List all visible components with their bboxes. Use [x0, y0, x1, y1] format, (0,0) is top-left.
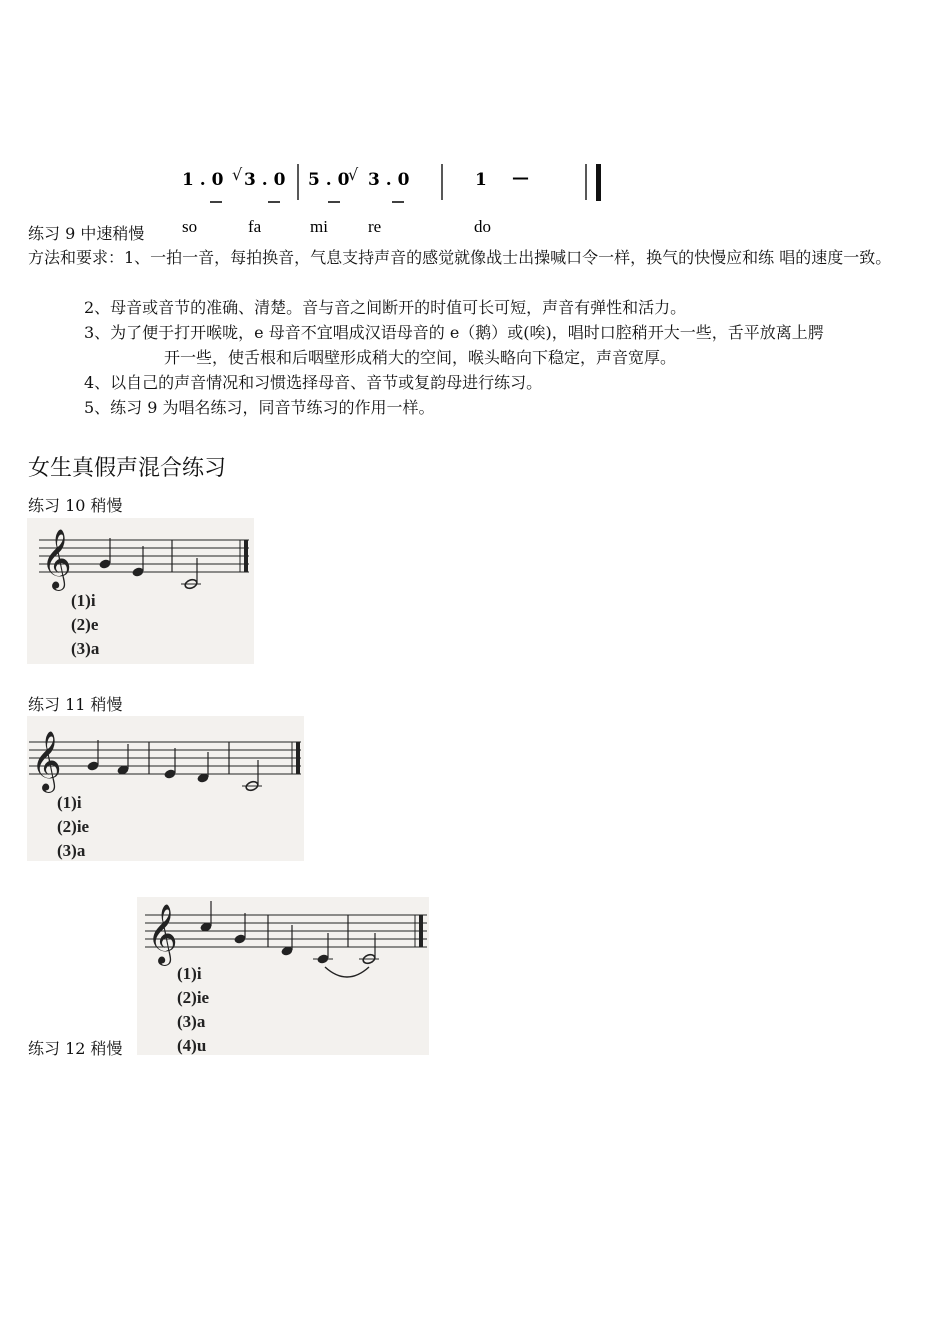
lyric-11-1: (1)i: [57, 793, 82, 812]
lyric-12-4: (4)u: [177, 1036, 207, 1055]
note-2: 3 . 0: [244, 170, 286, 190]
exercise-10-score: [27, 518, 254, 664]
syllable-mi: mi: [310, 217, 328, 236]
section-title: 女生真假声混合练习: [28, 456, 227, 481]
lyric-12-1: (1)i: [177, 964, 202, 983]
breath-mark-icon: √: [348, 165, 359, 184]
lyric-10-2: (2)e: [71, 615, 99, 634]
treble-clef-icon: 𝄞: [41, 529, 72, 589]
method-item-2: 2、母音或音节的准确、清楚。音与音之间断开的时值可长可短，声音有弹性和活力。: [84, 298, 687, 317]
note-1: 1 . 0: [182, 170, 224, 190]
treble-clef-icon: 𝄞: [147, 904, 178, 964]
note-6: —: [512, 168, 529, 188]
syllable-re: re: [368, 217, 382, 236]
note-4: 3 . 0: [368, 170, 410, 190]
method-item-5: 5、练习 9 为唱名练习，同音节练习的作用一样。: [84, 398, 435, 417]
lyric-11-3: (3)a: [57, 841, 86, 860]
syllable-fa: fa: [248, 217, 262, 236]
exercise-12-score: [137, 897, 429, 1055]
exercise-12-label: 练习 12 稍慢: [28, 1039, 123, 1058]
method-item-4: 4、以自己的声音情况和习惯选择母音、音节或复韵母进行练习。: [84, 373, 543, 392]
lyric-11-2: (2)ie: [57, 817, 90, 836]
note-5: 1: [475, 170, 487, 190]
final-barline-thick: [596, 164, 601, 201]
syllable-so: so: [182, 217, 198, 236]
lyric-10-3: (3)a: [71, 639, 100, 658]
staff-10: [27, 518, 254, 664]
exercise-10-label: 练习 10 稍慢: [28, 496, 123, 515]
exercise-11-score: [27, 716, 304, 861]
method-item-3a: 3、为了便于打开喉咙，e 母音不宜唱成汉语母音的 e（鹅）或(唉)，唱时口腔稍开大一些，舌平放离上腭: [84, 323, 824, 342]
lyric-12-2: (2)ie: [177, 988, 210, 1007]
method-line-1: 方法和要求：1、一拍一音，每拍换音，气息支持声音的感觉就像战士出操喊口令一样，换气的快慢应和练 唱的速度一致。: [28, 248, 892, 267]
exercise-11-label: 练习 11 稍慢: [28, 695, 123, 714]
method-item-3b: 开一些，使舌根和后咽壁形成稍大的空间，喉头略向下稳定，声音宽厚。: [164, 348, 677, 367]
note-3: 5 . 0: [308, 170, 350, 190]
treble-clef-icon: 𝄞: [31, 731, 62, 791]
slur: [325, 967, 369, 977]
syllable-do: do: [474, 217, 491, 236]
lyric-12-3: (3)a: [177, 1012, 206, 1031]
staff-12: [137, 897, 429, 1055]
exercise-9-label: 练习 9 中速稍慢: [28, 224, 145, 243]
breath-mark-icon: √: [232, 165, 243, 184]
jianpu-staff: [160, 150, 630, 245]
staff-11: [27, 716, 304, 861]
exercise-9-notation: [160, 150, 630, 245]
lyric-10-1: (1)i: [71, 591, 96, 610]
